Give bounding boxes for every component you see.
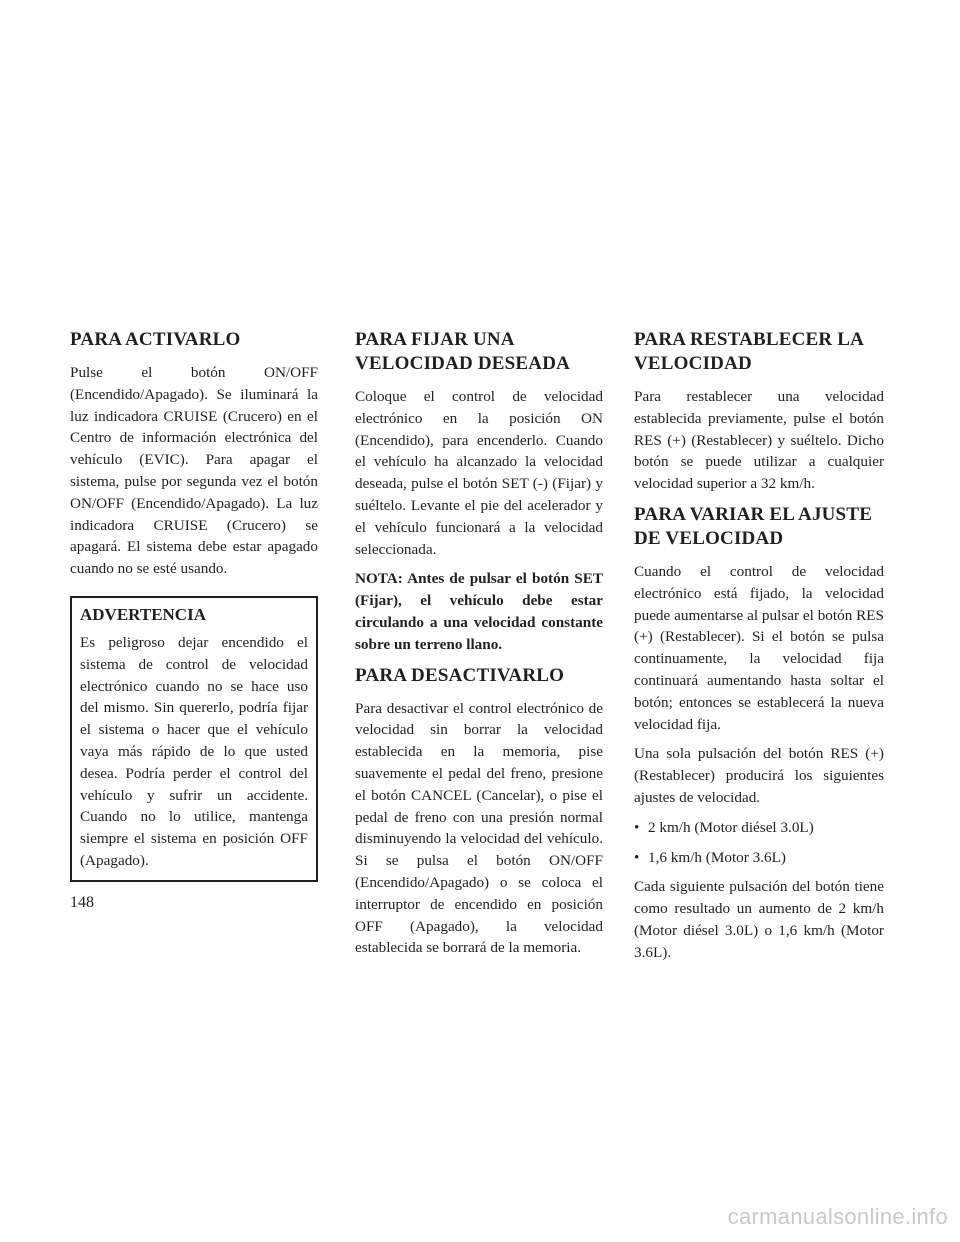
paragraph-deactivate: Para desactivar el control electrónico de velocidad sin borrar la velocidad establecida en la memoria, pise suavemente el pedal del freno, presione el botón CANCEL (Cancelar), o pise el pedal de freno con una presión normal disminuyendo la velocidad del vehículo. Si se pulsa el botón ON/OFF (Encendido/Apagado) o se coloca el interruptor de encendido en posición OFF (Apagado), la velocidad establecida se borrará de la memoria. xyxy=(355,699,603,957)
heading-deactivate: PARA DESACTIVARLO xyxy=(355,664,565,686)
bullet-icon: • xyxy=(634,848,640,866)
warning-title: ADVERTENCIA xyxy=(80,604,206,624)
heading-resume-speed: PARA RESTABLECER LA VELOCIDAD xyxy=(634,329,864,374)
heading-vary-speed: PARA VARIAR EL AJUSTE DE VELOCIDAD xyxy=(634,503,873,549)
list-item: • 2 km/h (Motor diésel 3.0L) xyxy=(634,817,884,839)
page-number: 148 xyxy=(70,894,94,911)
note-set-speed: NOTA: Antes de pulsar el botón SET (Fijar), el vehículo debe estar circulando a una velocidad constante sobre un terreno llano. xyxy=(355,570,603,653)
column-left xyxy=(70,322,318,882)
heading-set-speed: PARA FIJAR UNA VELOCIDAD DESEADA xyxy=(355,329,571,374)
watermark-text: carmanualsonline.info xyxy=(727,1204,948,1229)
warning-text: Es peligroso dejar encendido el sistema de control de velocidad electrónico cuando no se hace uso del mismo. Sin quererlo, podría fijar el sistema o hacer que el vehículo vaya más rápido de lo que usted desea. Podría perder el control del vehículo y sufrir un accidente. Cuando no lo utilice, mantenga siempre el sistema en posición OFF (Apagado). xyxy=(80,633,308,869)
speed-increment-list xyxy=(634,817,884,869)
paragraph-activate: Pulse el botón ON/OFF (Encendido/Apagado). Se iluminará la luz indicadora CRUISE (Crucero) en el Centro de información electrónica del vehículo (EVIC). Para apagar el sistema, pulse por segunda vez el botón ON/OFF (Encendido/Apagado). La luz indicadora CRUISE (Crucero) se apagará. El sistema debe estar apagado cuando no se esté usando. xyxy=(70,364,318,578)
bullet-icon: • xyxy=(634,818,640,836)
paragraph-set-speed: Coloque el control de velocidad electrónico en la posición ON (Encendido), para encenderlo. Cuando el vehículo ha alcanzado la velocidad deseada, pulse el botón SET (-) (Fijar) y suéltelo. Levante el pie del acelerador y el vehículo funcionará a la velocidad seleccionada. xyxy=(355,388,603,558)
paragraph-single-press: Una sola pulsación del botón RES (+) (Restablecer) producirá los siguientes ajustes de velocidad. xyxy=(634,745,884,806)
paragraph-each-press: Cada siguiente pulsación del botón tiene como resultado un aumento de 2 km/h (Motor diésel 3.0L) o 1,6 km/h (Motor 3.6L). xyxy=(634,878,884,961)
column-right xyxy=(634,322,884,972)
column-middle xyxy=(355,322,603,967)
paragraph-vary-speed: Cuando el control de velocidad electrónico está fijado, la velocidad puede aumentarse al pulsar el botón RES (+) (Restablecer). Si el botón se pulsa continuamente, la velocidad fija continuará aumentando hasta soltar el botón; entonces se establecerá la nueva velocidad fija. xyxy=(634,562,884,733)
paragraph-resume-speed: Para restablecer una velocidad establecida previamente, pulse el botón RES (+) (Restablecer) y suéltelo. Dicho botón se puede utilizar a cualquier velocidad superior a 32 km/h. xyxy=(634,388,884,493)
list-item: • 1,6 km/h (Motor 3.6L) xyxy=(634,847,884,869)
heading-activate: PARA ACTIVARLO xyxy=(70,329,241,350)
warning-box xyxy=(70,596,318,882)
